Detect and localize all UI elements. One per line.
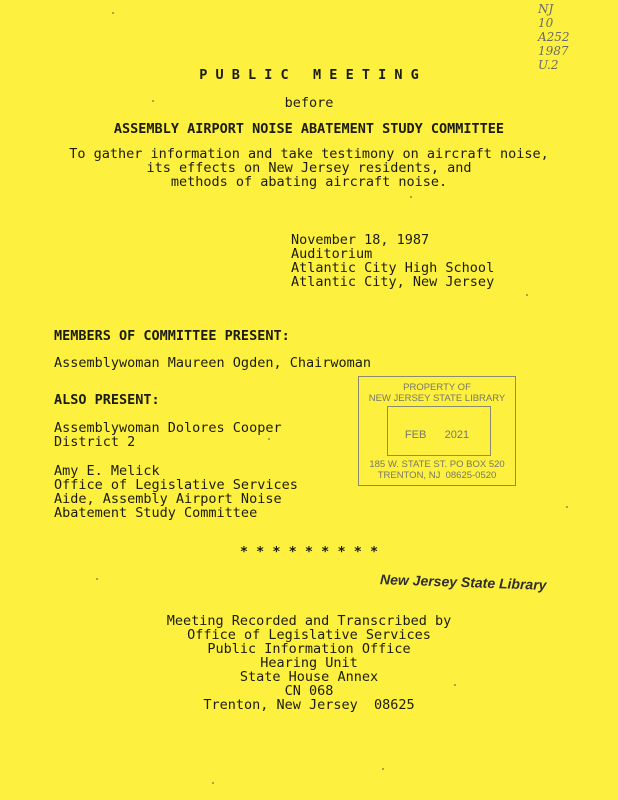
- attendee-line: Abatement Study Committee: [54, 505, 258, 521]
- property-stamp: [358, 376, 516, 486]
- purpose-line: To gather information and take testimony on aircraft noise,: [69, 146, 549, 162]
- separator: * * * * * * * * *: [239, 544, 379, 560]
- venue-line: Auditorium: [291, 246, 373, 262]
- speck: [454, 684, 456, 686]
- committee-name: ASSEMBLY AIRPORT NOISE ABATEMENT STUDY COMMITTEE: [113, 121, 505, 137]
- handwritten-note: [538, 2, 614, 72]
- footer-line: Public Information Office: [207, 641, 411, 657]
- member-line: Assemblywoman Maureen Ogden, Chairwoman: [54, 355, 371, 371]
- document-title: P U B L I C M E E T I N G: [199, 67, 419, 83]
- footer-line: Trenton, New Jersey 08625: [203, 697, 415, 713]
- before-label: before: [284, 95, 334, 111]
- speck: [112, 12, 114, 14]
- footer-line: Meeting Recorded and Transcribed by: [166, 613, 452, 629]
- speck: [268, 438, 270, 440]
- meeting-date: November 18, 1987: [291, 232, 430, 248]
- speck: [96, 578, 98, 580]
- speck: [566, 506, 568, 508]
- purpose-line: its effects on New Jersey residents, and: [146, 160, 472, 176]
- footer-line: Office of Legislative Services: [187, 627, 431, 643]
- attendee-line: Amy E. Melick: [54, 463, 160, 479]
- purpose-line: methods of abating aircraft noise.: [170, 174, 448, 190]
- speck: [382, 768, 384, 770]
- attendee-line: Office of Legislative Services: [54, 477, 298, 493]
- speck: [526, 294, 528, 296]
- stamp-line: NEW JERSEY STATE LIBRARY: [368, 393, 506, 404]
- handwritten-line: 10: [538, 16, 554, 30]
- venue-line: Atlantic City, New Jersey: [291, 274, 495, 290]
- handwritten-line: U.2: [538, 58, 559, 72]
- handwritten-line: 1987: [538, 44, 569, 58]
- footer-line: CN 068: [284, 683, 334, 699]
- handwritten-line: A252: [538, 30, 570, 44]
- library-stamp: New Jersey State Library: [379, 571, 547, 593]
- attendee-line: Assemblywoman Dolores Cooper: [54, 420, 282, 436]
- members-heading: MEMBERS OF COMMITTEE PRESENT:: [54, 328, 290, 344]
- speck: [212, 782, 214, 784]
- footer-line: Hearing Unit: [260, 655, 358, 671]
- venue-line: Atlantic City High School: [291, 260, 495, 276]
- also-present-heading: ALSO PRESENT:: [54, 392, 160, 408]
- footer-line: State House Annex: [239, 669, 379, 685]
- stamp-date: FEB 2021: [404, 429, 470, 441]
- speck: [152, 100, 154, 102]
- stamp-line: 185 W. STATE ST. PO BOX 520: [369, 459, 505, 470]
- speck: [410, 196, 412, 198]
- stamp-line: TRENTON, NJ 08625-0520: [377, 470, 497, 481]
- attendee-line: Aide, Assembly Airport Noise: [54, 491, 282, 507]
- handwritten-line: NJ: [538, 2, 554, 16]
- stamp-line: PROPERTY OF: [403, 382, 471, 393]
- attendee-line: District 2: [54, 434, 136, 450]
